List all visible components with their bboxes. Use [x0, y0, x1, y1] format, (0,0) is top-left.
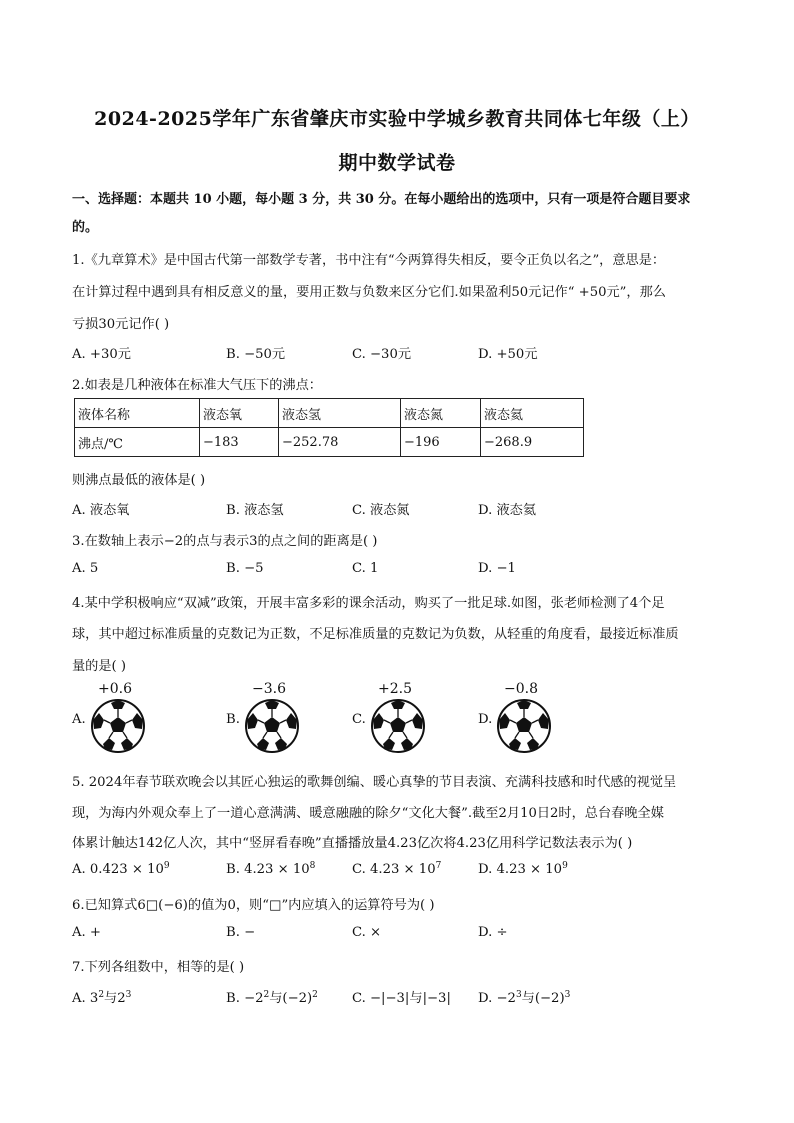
q1-option-b: B. −50元	[226, 347, 286, 362]
question-5-line-2: 现，为海内外观众奉上了一道心意满满、暖意融融的除夕“文化大餐”.截至2月10日2时，总台春晚全媒	[72, 806, 664, 821]
question-2-stem: 2.如表是几种液体在标准大气压下的沸点：	[72, 378, 322, 393]
boiling-point-table	[74, 398, 584, 457]
q5-option-c-exponent: 7	[435, 861, 442, 871]
q7-option-b	[226, 987, 318, 1006]
page-subtitle: 期中数学试卷	[338, 152, 456, 174]
question-1-line-1: 1.《九章算术》是中国古代第一部数学专著，书中注有“今两算得失相反，要令正负以名之”，意思是：	[72, 253, 666, 268]
table-header-cell: 液态氢	[279, 399, 401, 428]
q7-d-exponent: 3	[515, 990, 522, 1000]
q7-d-part: D. −2	[478, 991, 516, 1006]
table-header-cell: 液态氮	[401, 399, 481, 428]
section-instructions: 一、选择题：本题共 10 小题，每小题 3 分，共 30 分。在每小题给出的选项中，只有一项是符合题目要求	[72, 192, 691, 207]
question-4-line-1: 4.某中学积极响应“双减”政策，开展丰富多彩的课余活动，购买了一批足球.如图，张老师检测了4个足	[72, 596, 665, 611]
ball-mass-label: −0.8	[504, 681, 538, 697]
question-5-line-3: 体累计触达142亿人次，其中“竖屏看春晚”直播播放量4.23亿次将4.23亿用科学记数法表示为( )	[72, 836, 633, 851]
soccer-ball-icon	[370, 698, 426, 758]
question-3-stem: 3.在数轴上表示−2的点与表示3的点之间的距离是( )	[72, 534, 378, 549]
question-4-line-3: 量的是( )	[72, 659, 127, 674]
q4-option-a: A.	[72, 712, 86, 727]
q7-a-part: 与2	[104, 991, 126, 1006]
page-title: 2024-2025学年广东省肇庆市实验中学城乡教育共同体七年级（上）	[94, 108, 700, 130]
q7-option-d	[478, 987, 570, 1006]
q7-b-exponent: 2	[263, 990, 270, 1000]
table-cell: 沸点/℃	[75, 428, 200, 457]
q5-option-b-base: B. 4.23 × 10	[226, 862, 310, 877]
table-cell: −196	[401, 428, 481, 457]
table-cell: −183	[200, 428, 279, 457]
q7-b-part: B. −2	[226, 991, 264, 1006]
q2-option-a: A. 液态氧	[72, 503, 130, 518]
q5-option-d	[478, 862, 568, 877]
question-4-line-2: 球，其中超过标准质量的克数记为正数，不足标准质量的克数记为负数，从轻重的角度看，最接近标准质	[72, 627, 679, 642]
q5-option-a-exponent: 9	[163, 861, 170, 871]
section-instructions-cont: 的。	[72, 220, 99, 235]
soccer-ball-icon	[90, 698, 146, 758]
q5-option-a	[72, 862, 170, 877]
q3-option-a: A. 5	[72, 561, 99, 576]
q2-option-b: B. 液态氢	[226, 503, 284, 518]
soccer-ball-icon	[244, 698, 300, 758]
q4-option-b: B.	[226, 712, 240, 727]
q6-option-a: A. +	[72, 925, 101, 940]
q1-option-a: A. +30元	[72, 347, 131, 362]
q2-option-c: C. 液态氮	[352, 503, 410, 518]
question-6-stem: 6.已知算式6□(−6)的值为0，则“□”内应填入的运算符号为( )	[72, 898, 435, 913]
q7-b-part: 与(−2)	[269, 991, 313, 1006]
q3-option-c: C. 1	[352, 561, 379, 576]
question-7-stem: 7.下列各组数中，相等的是( )	[72, 960, 245, 975]
table-row	[75, 399, 584, 428]
q7-a-part: A. 3	[72, 991, 99, 1006]
question-1-line-3: 亏损30元记作( )	[72, 317, 170, 332]
q6-option-d: D. ÷	[478, 925, 508, 940]
q1-option-d: D. +50元	[478, 347, 538, 362]
q5-option-a-base: A. 0.423 × 10	[72, 862, 164, 877]
soccer-ball-icon	[496, 698, 552, 758]
q5-option-c	[352, 862, 441, 877]
q7-d-exponent: 3	[564, 990, 571, 1000]
question-2-ask: 则沸点最低的液体是( )	[72, 473, 206, 488]
q7-b-exponent: 2	[312, 990, 318, 1000]
q7-option-c: C. −|−3|与|−3|	[352, 991, 451, 1006]
q2-option-d: D. 液态氦	[478, 503, 537, 518]
q3-option-d: D. −1	[478, 561, 516, 576]
question-5-line-1: 5. 2024年春节联欢晚会以其匠心独运的歌舞创编、暖心真挚的节目表演、充满科技感和时代感的视觉呈	[72, 775, 677, 790]
ball-mass-label: +0.6	[98, 681, 132, 697]
q1-option-c: C. −30元	[352, 347, 412, 362]
table-row	[75, 428, 584, 457]
q5-option-b	[226, 862, 315, 877]
q5-option-b-exponent: 8	[309, 861, 316, 871]
table-cell: −252.78	[279, 428, 401, 457]
q4-option-c: C.	[352, 712, 366, 727]
q7-option-a	[72, 987, 131, 1006]
table-header-cell: 液体名称	[75, 399, 200, 428]
q5-option-d-exponent: 9	[562, 861, 568, 871]
q3-option-b: B. −5	[226, 561, 264, 576]
table-cell: −268.9	[481, 428, 584, 457]
table-header-cell: 液态氧	[200, 399, 279, 428]
q6-option-c: C. ×	[352, 925, 382, 940]
q7-d-part: 与(−2)	[521, 991, 565, 1006]
q7-a-exponent: 2	[98, 990, 105, 1000]
q7-a-exponent: 3	[125, 990, 132, 1000]
q6-option-b: B. −	[226, 925, 256, 940]
question-1-line-2: 在计算过程中遇到具有相反意义的量，要用正数与负数来区分它们.如果盈利50元记作“ +50元”，那么	[72, 285, 666, 300]
ball-mass-label: −3.6	[252, 681, 286, 697]
ball-mass-label: +2.5	[378, 681, 412, 697]
q5-option-c-base: C. 4.23 × 10	[352, 862, 436, 877]
q4-option-d: D.	[478, 712, 493, 727]
table-header-cell: 液态氦	[481, 399, 584, 428]
q5-option-d-base: D. 4.23 × 10	[478, 862, 563, 877]
